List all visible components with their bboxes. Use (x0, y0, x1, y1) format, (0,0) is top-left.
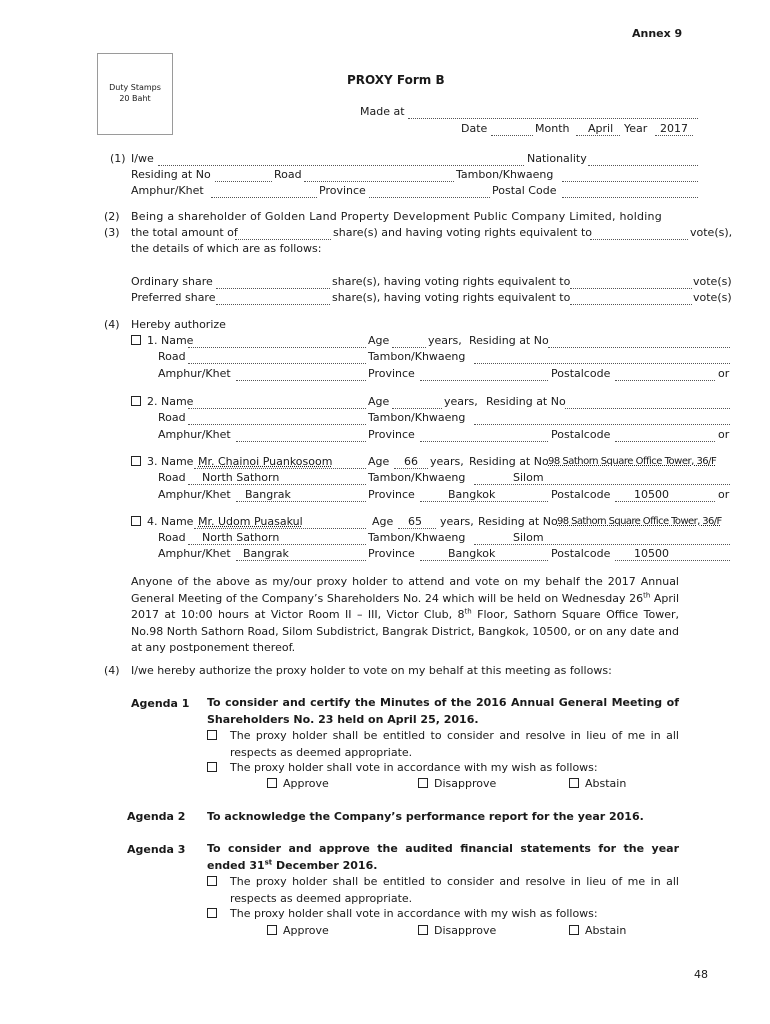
agenda-2-label: Agenda 2 (127, 810, 186, 823)
agenda-3-title-sup: st (264, 857, 273, 866)
proxy-4-num: 4. (147, 515, 158, 528)
approve-label: Approve (283, 777, 329, 790)
made-at-label: Made at (360, 105, 405, 118)
agenda-1-option-1-checkbox[interactable] (207, 730, 217, 740)
abstain-label: Abstain (585, 924, 627, 937)
proxy-name-label: Name (161, 455, 194, 468)
proxy-road-label: Road (158, 411, 186, 424)
proxy-2-postal-field[interactable] (615, 429, 715, 442)
proxy-province-label: Province (368, 428, 415, 441)
proxy-postalcode-label: Postalcode (551, 547, 611, 560)
section-3-number: (3) (104, 226, 120, 239)
disapprove-label: Disapprove (434, 777, 497, 790)
postal-code-label: Postal Code (492, 184, 557, 197)
agenda-3-abstain[interactable] (569, 924, 626, 938)
section-1-number: (1) (110, 152, 126, 165)
proxy-years-label: years, (440, 515, 474, 528)
shares-voting-text: share(s) and having voting rights equivalent to (333, 226, 593, 239)
agenda-3-option-1-text: The proxy holder shall be entitled to consider and resolve in lieu of me in all respects as deemed appropriate. (230, 875, 679, 905)
preferred-share-field[interactable] (216, 292, 330, 305)
proxy-2-address-field[interactable] (565, 396, 730, 409)
proxy-4-road: North Sathorn (202, 531, 280, 544)
proxy-3-postal: 10500 (634, 488, 669, 501)
form-title: PROXY Form B (347, 73, 445, 87)
residing-field[interactable] (215, 169, 272, 182)
iwe-field[interactable] (158, 153, 524, 166)
proxy-3-checkbox[interactable] (131, 456, 141, 466)
stamp-line-2: 20 Baht (119, 94, 151, 103)
nationality-field[interactable] (588, 153, 698, 166)
proxy-province-label: Province (368, 488, 415, 501)
preferred-share-text: share(s), having voting rights equivalent to (332, 291, 571, 304)
proxy-name-label: Name (161, 395, 194, 408)
annex-label: Annex 9 (632, 27, 683, 40)
proxy-purpose-paragraph: Anyone of the above as my/our proxy holder to attend and vote on my behalf the 2017 Annual General Meeting of the Company’s Shareholders No. 24 which will be held on Wednesday 26th April 2017 at 10:00 hours at Victor Room II – III, Victor Club, 8th Floor, Sathorn Square Office Tower, No.98 North Sathorn Road, Silom Subdistrict, Bangrak District, Bangkok, 10500, or on any date and at any postponement thereof. (131, 575, 679, 654)
preferred-votes-field[interactable] (570, 292, 692, 305)
proxy-3-amphur: Bangrak (245, 488, 291, 501)
proxy-road-label: Road (158, 531, 186, 544)
month-value: April (588, 122, 614, 135)
proxy-4-address: 98 Sathorn Square Office Tower, 36/F (557, 516, 722, 527)
tambon-label: Tambon/Khwaeng (456, 168, 554, 181)
proxy-1-postal-field[interactable] (615, 368, 715, 381)
proxy-1-name-field[interactable] (188, 335, 366, 348)
votes-label: vote(s), (690, 226, 733, 239)
agenda-1-option-1 (207, 728, 679, 761)
amphur-label: Amphur/Khet (131, 184, 204, 197)
proxy-tambon-label: Tambon/Khwaeng (368, 411, 466, 424)
proxy-1-address-field[interactable] (548, 335, 730, 348)
agenda-3-option-2 (207, 907, 598, 921)
proxy-or-label: or (718, 367, 730, 380)
proxy-1-road-field[interactable] (188, 351, 366, 364)
agenda-1-option-1-text: The proxy holder shall be entitled to consider and resolve in lieu of me in all respects as deemed appropriate. (230, 729, 679, 759)
proxy-postalcode-label: Postalcode (551, 488, 611, 501)
agenda-1-option-2 (207, 761, 598, 775)
proxy-3-road: North Sathorn (202, 471, 280, 484)
proxy-4-province: Bangkok (448, 547, 496, 560)
nationality-label: Nationality (527, 152, 587, 165)
proxy-amphur-label: Amphur/Khet (158, 367, 231, 380)
proxy-amphur-label: Amphur/Khet (158, 428, 231, 441)
agenda-3-title (207, 841, 679, 874)
agenda-1-title: To consider and certify the Minutes of the 2016 Annual General Meeting of Shareholders No. 23 held on April 25, 2016. (207, 696, 679, 726)
approve-label: Approve (283, 924, 329, 937)
proxy-1-amphur-field[interactable] (236, 368, 366, 381)
proxy-years-label: years, (428, 334, 462, 347)
proxy-residing-label: Residing at No (478, 515, 558, 528)
month-label: Month (535, 122, 570, 135)
proxy-4-postal: 10500 (634, 547, 669, 560)
agenda-1-approve[interactable] (267, 777, 329, 791)
agenda-1-option-2-checkbox[interactable] (207, 762, 217, 772)
road-field[interactable] (304, 169, 454, 182)
section-4-number: (4) (104, 318, 120, 331)
proxy-2-age-field[interactable] (392, 396, 442, 409)
proxy-1-province-field[interactable] (420, 368, 548, 381)
proxy-2-checkbox[interactable] (131, 396, 141, 406)
agenda-2-title: To acknowledge the Company’s performance report for the year 2016. (207, 810, 644, 823)
year-label: Year (624, 122, 648, 135)
proxy-age-label: Age (372, 515, 394, 528)
proxy-residing-label: Residing at No (469, 334, 549, 347)
agenda-3-option-1-checkbox[interactable] (207, 876, 217, 886)
section-4b-text: I/we hereby authorize the proxy holder to vote on my behalf at this meeting as follows: (131, 664, 612, 677)
proxy-2-num: 2. (147, 395, 158, 408)
ordinary-votes-label: vote(s) (693, 275, 732, 288)
agenda-3-approve[interactable] (267, 924, 329, 938)
agenda-1-abstain-checkbox[interactable] (569, 778, 579, 788)
section-4b-number: (4) (104, 664, 120, 677)
total-votes-field[interactable] (590, 227, 688, 240)
residing-label: Residing at No (131, 168, 211, 181)
agenda-3-option-1 (207, 874, 679, 907)
proxy-road-label: Road (158, 471, 186, 484)
ordinary-share-text: share(s), having voting rights equivalent to (332, 275, 571, 288)
proxy-residing-label: Residing at No (469, 455, 549, 468)
proxy-4-postal-field[interactable] (615, 548, 730, 561)
proxy-4-tambon: Silom (513, 531, 544, 544)
proxy-2-province-field[interactable] (420, 429, 548, 442)
agenda-1-abstain[interactable] (569, 777, 626, 791)
agenda-3-approve-checkbox[interactable] (267, 925, 277, 935)
section-2-text: Being a shareholder of Golden Land Property Development Public Company Limited, holding (131, 210, 663, 223)
proxy-province-label: Province (368, 547, 415, 560)
proxy-3-name: Mr. Chainoi Puankosoom (198, 455, 333, 468)
proxy-amphur-label: Amphur/Khet (158, 547, 231, 560)
proxy-1-checkbox[interactable] (131, 335, 141, 345)
proxy-3-age: 66 (404, 455, 418, 468)
ordinary-share-label: Ordinary share (131, 275, 213, 288)
ordinary-share-field[interactable] (216, 276, 330, 289)
disapprove-label: Disapprove (434, 924, 497, 937)
agenda-1-approve-checkbox[interactable] (267, 778, 277, 788)
stamp-line-1: Duty Stamps (109, 83, 161, 92)
proxy-postalcode-label: Postalcode (551, 367, 611, 380)
proxy-3-tambon: Silom (513, 471, 544, 484)
proxy-4-checkbox-row[interactable] (131, 515, 193, 529)
proxy-4-name: Mr. Udom Puasakul (198, 515, 303, 528)
agenda-3-title-pre: To consider and approve the audited financial statements for the year ended 31 (207, 842, 679, 872)
amphur-field[interactable] (211, 185, 317, 198)
proxy-tambon-label: Tambon/Khwaeng (368, 531, 466, 544)
preferred-share-label: Preferred share (131, 291, 216, 304)
agenda-1-disapprove[interactable] (418, 777, 496, 791)
agenda-3-disapprove-checkbox[interactable] (418, 925, 428, 935)
proxy-3-province: Bangkok (448, 488, 496, 501)
agenda-3-title-post: December 2016. (276, 858, 378, 872)
road-label: Road (274, 168, 302, 181)
agenda-1-label: Agenda 1 (131, 697, 190, 710)
proxy-3-num: 3. (147, 455, 158, 468)
proxy-years-label: years, (430, 455, 464, 468)
proxy-road-label: Road (158, 350, 186, 363)
abstain-label: Abstain (585, 777, 627, 790)
year-value: 2017 (660, 122, 688, 135)
duty-stamp-box (97, 53, 173, 135)
proxy-years-label: years, (444, 395, 478, 408)
proxy-2-name-field[interactable] (188, 396, 366, 409)
proxy-1-checkbox-row[interactable] (131, 334, 193, 348)
proxy-postalcode-label: Postalcode (551, 428, 611, 441)
page-number: 48 (694, 968, 708, 981)
agenda-1-disapprove-checkbox[interactable] (418, 778, 428, 788)
proxy-2-road-field[interactable] (188, 412, 366, 425)
section-2-number: (2) (104, 210, 120, 223)
proxy-amphur-label: Amphur/Khet (158, 488, 231, 501)
total-shares-field[interactable] (235, 227, 331, 240)
preferred-votes-label: vote(s) (693, 291, 732, 304)
proxy-age-label: Age (368, 395, 390, 408)
hereby-authorize-label: Hereby authorize (131, 318, 226, 331)
proxy-2-amphur-field[interactable] (236, 429, 366, 442)
proxy-province-label: Province (368, 367, 415, 380)
proxy-3-address: 98 Sathorn Square Office Tower, 36/F (548, 456, 717, 467)
proxy-age-label: Age (368, 455, 390, 468)
proxy-age-label: Age (368, 334, 390, 347)
proxy-4-amphur: Bangrak (243, 547, 289, 560)
proxy-tambon-label: Tambon/Khwaeng (368, 471, 466, 484)
proxy-2-checkbox-row[interactable] (131, 395, 193, 409)
postal-code-field[interactable] (562, 185, 698, 198)
date-field[interactable] (491, 123, 533, 136)
proxy-or-label: or (718, 488, 730, 501)
agenda-3-option-2-text: The proxy holder shall vote in accordance with my wish as follows: (230, 907, 598, 920)
proxy-name-label: Name (161, 515, 194, 528)
agenda-1-option-2-text: The proxy holder shall vote in accordance with my wish as follows: (230, 761, 598, 774)
proxy-4-age: 65 (408, 515, 422, 528)
details-text: the details of which are as follows: (131, 242, 322, 255)
proxy-residing-label: Residing at No (486, 395, 566, 408)
proxy-2-tambon-field[interactable] (474, 412, 730, 425)
province-label: Province (319, 184, 366, 197)
ordinary-votes-field[interactable] (570, 276, 692, 289)
agenda-3-disapprove[interactable] (418, 924, 496, 938)
tambon-field[interactable] (562, 169, 698, 182)
proxy-1-num: 1. (147, 334, 158, 347)
total-amount-label: the total amount of (131, 226, 238, 239)
date-label: Date (461, 122, 488, 135)
agenda-3-abstain-checkbox[interactable] (569, 925, 579, 935)
iwe-label: I/we (131, 152, 154, 165)
proxy-1-tambon-field[interactable] (474, 351, 730, 364)
made-at-field[interactable] (408, 106, 698, 119)
proxy-or-label: or (718, 428, 730, 441)
agenda-3-label: Agenda 3 (127, 843, 186, 856)
province-field[interactable] (369, 185, 490, 198)
proxy-1-age-field[interactable] (392, 335, 426, 348)
agenda-3-option-2-checkbox[interactable] (207, 908, 217, 918)
proxy-tambon-label: Tambon/Khwaeng (368, 350, 466, 363)
proxy-4-checkbox[interactable] (131, 516, 141, 526)
proxy-3-checkbox-row[interactable] (131, 455, 193, 469)
proxy-name-label: Name (161, 334, 194, 347)
